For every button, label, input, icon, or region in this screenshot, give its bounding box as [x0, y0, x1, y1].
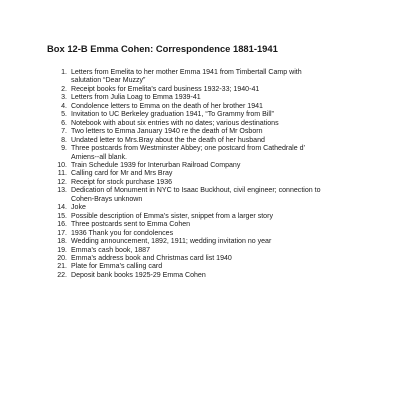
list-item-text	[67, 247, 150, 255]
list-item-number: 17.	[57, 229, 67, 237]
list-item-line: Invitation to UC Berkeley graduation 1941, “To Grammy from Bill”	[71, 111, 274, 119]
list-item	[56, 128, 376, 136]
list-item	[56, 179, 376, 187]
list-item-text	[67, 263, 162, 271]
list-item-line: Undated letter to Mrs.Bray about the the death of her husband	[71, 136, 265, 144]
list-item-number: 22.	[57, 271, 67, 279]
list-item-text	[67, 111, 274, 119]
list-item-number: 11.	[57, 170, 67, 178]
document-title: Box 12-B Emma Cohen: Correspondence 1881-1941	[47, 43, 278, 54]
list-item-number: 2.	[61, 85, 67, 93]
list-item-line: Plate for Emma’s calling card	[71, 263, 163, 271]
list-item-number: 7.	[61, 128, 67, 136]
list-item-text	[67, 213, 273, 221]
list-item-line: Dedication of Monument in NYC to Isaac Buckhout, civil engineer; connection to	[71, 187, 321, 195]
list-item-number: 13.	[57, 187, 67, 195]
list-item	[56, 94, 376, 102]
list-item	[56, 162, 376, 170]
list-item-text	[67, 238, 271, 246]
list-item-line: Cohen-Brays unknown	[71, 195, 143, 203]
list-item-text	[67, 221, 190, 229]
list-item-text	[67, 179, 172, 187]
list-item-line: Three postcards sent to Emma Cohen	[71, 221, 191, 229]
list-item	[56, 255, 376, 263]
list-item-number: 10.	[57, 161, 67, 169]
list-item-line: salutation “Dear Muzzy”	[71, 77, 146, 85]
list-item-text	[67, 120, 279, 128]
list-item	[56, 170, 376, 178]
list-item-line: Deposit bank books 1925-29 Emma Cohen	[71, 271, 206, 279]
list-item-text	[67, 204, 86, 212]
list-item-text	[67, 94, 201, 102]
list-item-line: Calling card for Mr and Mrs Bray	[71, 170, 173, 178]
list-item-line: 1936 Thank you for condolences	[71, 229, 174, 237]
list-item-line: Condolence letters to Emma on the death of her brother 1941	[71, 102, 263, 110]
list-item-text	[67, 170, 172, 178]
list-item	[56, 137, 376, 145]
list-item-line: Receipt for stock purchase 1936	[71, 178, 173, 186]
list-item-text	[67, 230, 173, 238]
list-item	[56, 103, 376, 111]
list-item-text	[67, 187, 321, 204]
list-item-text	[67, 128, 263, 136]
list-item-text	[67, 137, 265, 145]
list-item-number: 20.	[57, 254, 67, 262]
list-item	[56, 187, 376, 204]
list-item-number: 3.	[61, 94, 67, 102]
list-item-number: 18.	[57, 238, 67, 246]
list-item	[56, 120, 376, 128]
list-item	[56, 272, 376, 280]
list-item-line: Notebook with about six entries with no dates; various destinations	[71, 119, 279, 127]
list-item	[56, 238, 376, 246]
list-item-text	[67, 272, 206, 280]
list-item	[56, 230, 376, 238]
list-item-number: 6.	[61, 119, 67, 127]
list-item-number: 21.	[57, 263, 67, 271]
list-item-number: 19.	[57, 246, 67, 254]
list-item	[56, 111, 376, 119]
list-item-number: 1.	[61, 69, 67, 76]
list-item-line: Emma’s address book and Christmas card list 1940	[71, 254, 232, 262]
correspondence-list	[56, 69, 376, 280]
list-item-line: Letters from Emelita to her mother Emma 1941 from Timbertall Camp with	[71, 69, 302, 76]
list-item-line: Emma’s cash book, 1887	[71, 246, 150, 254]
list-item	[56, 213, 376, 221]
list-item-text	[67, 103, 263, 111]
list-item-line: Amiens--all blank.	[71, 153, 128, 161]
list-item-text	[67, 69, 302, 86]
list-item	[56, 145, 376, 162]
list-item-line: Possible description of Emma’s sister, snippet from a larger story	[71, 212, 273, 220]
list-item-number: 16.	[57, 221, 67, 229]
list-item	[56, 204, 376, 212]
list-item-line: Two letters to Emma January 1940 re the death of Mr Osborn	[71, 128, 263, 136]
list-item	[56, 69, 376, 86]
list-item-text	[67, 255, 232, 263]
list-item	[56, 221, 376, 229]
list-item-number: 12.	[57, 178, 67, 186]
list-item-text	[67, 86, 259, 94]
list-item-line: Receipt books for Emelita’s card business 1932-33; 1940-41	[71, 85, 260, 93]
list-item-line: Three postcards from Westminster Abbey; one postcard from Cathedrale d’	[71, 145, 306, 153]
list-item	[56, 86, 376, 94]
list-item-number: 15.	[57, 212, 67, 220]
list-item	[56, 247, 376, 255]
list-item-number: 14.	[57, 204, 67, 212]
list-item-number: 4.	[61, 102, 67, 110]
list-item-line: Joke	[71, 204, 86, 212]
list-item-number: 9.	[61, 145, 67, 153]
list-item-line: Wedding announcement, 1892, 1911; wedding invitation no year	[71, 238, 272, 246]
list-item-text	[67, 145, 305, 162]
list-item-number: 8.	[61, 136, 67, 144]
list-item-text	[67, 162, 240, 170]
list-item-number: 5.	[61, 111, 67, 119]
list-item	[56, 263, 376, 271]
list-item-line: Train Schedule 1939 for Interurban Railroad Company	[71, 161, 241, 169]
list-item-line: Letters from Julia Loag to Emma 1939-41	[71, 94, 201, 102]
